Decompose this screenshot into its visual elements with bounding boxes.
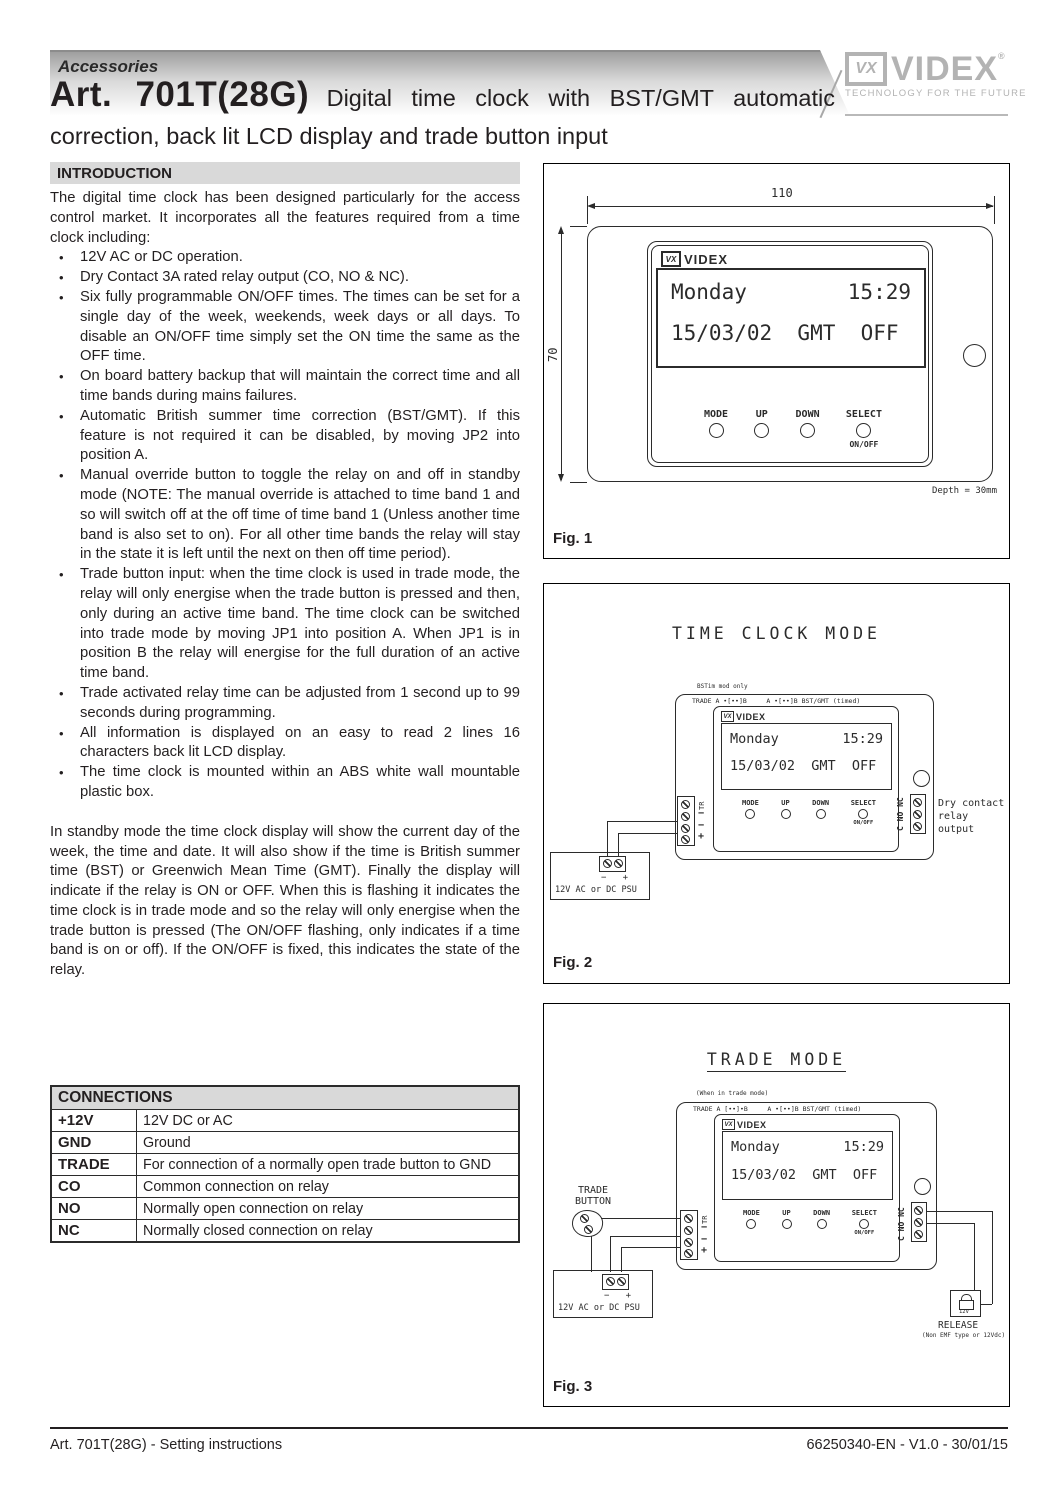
up-button-label: UP: [755, 409, 768, 420]
down-button: [813, 1209, 830, 1236]
article-number: Art. 701T(28G): [50, 75, 310, 114]
height-dimension-label: 70: [546, 347, 560, 362]
terminal-screw: [913, 810, 922, 819]
figure-3-label: Fig. 3: [553, 1378, 593, 1395]
release-box: [950, 1290, 981, 1317]
lcd-date-status: 15/03/02 GMT OFF: [730, 758, 877, 774]
psu-label: 12V AC or DC PSU: [555, 885, 637, 895]
select-button-label: SELECT: [851, 1209, 877, 1217]
table-row: [51, 1110, 519, 1132]
table-row: [51, 1154, 519, 1176]
videx-vx-icon: VX: [722, 1119, 735, 1130]
lcd-time: 15:29: [847, 280, 911, 304]
release-label: RELEASE: [938, 1320, 979, 1331]
relay-terminal-labels: C NO NC: [896, 797, 905, 831]
table-row: [51, 1132, 519, 1154]
mode-button-hole: [745, 809, 755, 819]
figure-2-title: TIME CLOCK MODE: [671, 624, 881, 643]
terminal-screw: [681, 800, 690, 809]
videx-logo: [845, 50, 1027, 116]
videx-vx-icon: VX: [721, 711, 734, 722]
device-brand-text: VIDEX: [737, 1119, 767, 1130]
terminal-name: NC: [51, 1220, 137, 1243]
down-button-hole: [800, 423, 815, 438]
page-title: [50, 75, 835, 157]
connections-heading: CONNECTIONS: [51, 1086, 519, 1110]
mode-button-hole: [709, 423, 724, 438]
mode-button: [704, 409, 728, 449]
up-button-label: UP: [782, 1209, 791, 1217]
terminal-screw: [684, 1226, 693, 1235]
select-button: [852, 1209, 877, 1236]
figure-2-time-clock-mode: [543, 583, 1010, 984]
terminal-name: +12V: [51, 1110, 137, 1132]
select-button-label: SELECT: [850, 799, 876, 807]
figure-3-title: [544, 1050, 1009, 1069]
dimension-arrow-left: [587, 203, 595, 209]
override-button-hole: [913, 770, 930, 787]
select-button: [851, 799, 876, 826]
lcd-display: [722, 1131, 893, 1200]
lcd-display: [656, 268, 926, 368]
relay-terminal-labels: C NO NC: [897, 1207, 906, 1241]
introduction-heading: INTRODUCTION: [50, 162, 520, 184]
terminal-description: Ground: [137, 1132, 520, 1154]
terminal-label: −: [701, 1234, 708, 1245]
terminal-description: Common connection on relay: [137, 1176, 520, 1198]
videx-vx-icon: VX: [661, 251, 681, 267]
terminal-screw: [684, 1214, 693, 1223]
select-button-hole: [856, 423, 871, 438]
feature-bullet-list: [50, 248, 520, 802]
list-item: • On board battery backup that will maintain the correct time and all time bands during mains failures.: [50, 367, 520, 407]
terminal-label: +: [701, 1245, 708, 1256]
psu-label: 12V AC or DC PSU: [558, 1303, 640, 1313]
footer-left-text: Art. 701T(28G) - Setting instructions: [50, 1437, 283, 1453]
list-item: • Dry Contact 3A rated relay output (CO, NO & NC).: [50, 268, 520, 288]
table-row: [51, 1176, 519, 1198]
on-off-sublabel: ON/OFF: [854, 1230, 875, 1236]
trade-button-screw: [584, 1225, 593, 1234]
footer-right-text: 66250340-EN - V1.0 - 30/01/15: [806, 1437, 1008, 1453]
figure-2-label: Fig. 2: [553, 954, 593, 971]
intro-lead-paragraph: The digital time clock has been designed particularly for the access control market. It incorporates all the features required from a time clock including:: [50, 190, 520, 246]
relay-note-line2: relay output: [938, 811, 975, 835]
device-brand-text: VIDEX: [736, 711, 766, 722]
down-button-label: DOWN: [812, 799, 830, 807]
videx-logo-text: VIDEX: [891, 50, 999, 88]
up-button-hole: [781, 809, 791, 819]
terminal-screw: [914, 1230, 923, 1239]
list-item: • Manual override button to toggle the relay on and off in standby mode (NOTE: The manual override is attached to time band 1 and so will switch off at the off time of time band 1 (Unless another time band is also set to on). For all other time bands the relay will stay in the state it is left until the next on then off time period).: [50, 466, 520, 565]
introduction-section: [50, 162, 520, 996]
terminal-label: +: [698, 831, 705, 842]
terminal-label: −: [698, 820, 705, 831]
trade-button-label-line2: BUTTON: [574, 1196, 612, 1207]
down-button-hole: [817, 1219, 827, 1229]
dimension-arrow-right: [986, 203, 994, 209]
terminal-label: TR: [701, 1215, 709, 1224]
override-button-hole: [963, 344, 986, 367]
lcd-date-status: 15/03/02 GMT OFF: [671, 321, 899, 345]
on-off-sublabel: ON/OFF: [853, 820, 874, 826]
jumper-settings-row: TRADE A [••]•B A •[••]B BST/GMT (timed): [693, 1105, 862, 1113]
figure-3-title-text: TRADE MODE: [707, 1050, 846, 1072]
accessories-eyebrow: Accessories: [58, 57, 159, 76]
device-brand: [661, 251, 728, 267]
mode-button-label: MODE: [704, 409, 729, 420]
trade-button-label-line1: TRADE: [577, 1185, 609, 1196]
relay-note-line1: Dry contact: [938, 798, 1005, 809]
release-voltage: 12V: [959, 1309, 969, 1315]
trade-button-symbol: [570, 1208, 604, 1239]
down-button-label: DOWN: [795, 409, 820, 420]
up-button: [754, 409, 769, 449]
terminal-name: NO: [51, 1198, 137, 1220]
device-brand-text: VIDEX: [684, 251, 729, 267]
lcd-date-status: 15/03/02 GMT OFF: [731, 1167, 878, 1183]
videx-tagline: TECHNOLOGY FOR THE FUTURE: [845, 88, 1027, 99]
table-row: [51, 1198, 519, 1220]
videx-vx-icon: VX: [845, 52, 887, 86]
lcd-display: [721, 723, 892, 790]
footer-rule: [50, 1427, 1008, 1429]
videx-logo-name: [891, 52, 1006, 86]
up-button-hole: [754, 423, 769, 438]
terminal-description: For connection of a normally open trade button to GND: [137, 1154, 520, 1176]
article-description: Digital time clock with BST/GMT automatic correction, back lit LCD display and trade button input: [50, 85, 835, 149]
terminal-screw: [914, 1206, 923, 1215]
figure-1-device-drawing: [543, 163, 1010, 559]
select-button: [846, 409, 882, 449]
terminal-description: Normally open connection on relay: [137, 1198, 520, 1220]
button-row: [704, 409, 882, 449]
select-button-hole: [859, 1219, 869, 1229]
terminal-label: −: [698, 808, 705, 819]
list-item: • Trade activated relay time can be adjusted from 1 second up to 99 seconds during programming.: [50, 684, 520, 724]
width-dimension-label: 110: [771, 186, 793, 200]
terminal-label: −: [701, 1222, 708, 1233]
terminal-screw: [914, 1218, 923, 1227]
terminal-screw: [684, 1238, 693, 1247]
list-item: • Six fully programmable ON/OFF times. The times can be set for a single day of the week, weekends, week days or all days. To disable an ON/OFF time simply set the ON time the same as the OFF time.: [50, 288, 520, 367]
list-item: • Automatic British summer time correction (BST/GMT). If this feature is not required it can be disabled, by moving JP2 into position A.: [50, 407, 520, 466]
dimension-arrow-up: [558, 226, 564, 234]
terminal-name: TRADE: [51, 1154, 137, 1176]
mode-button-hole: [746, 1219, 756, 1229]
down-button: [796, 409, 820, 449]
psu-polarity: − +: [601, 873, 629, 883]
psu-screw: [614, 859, 623, 868]
psu-screw: [617, 1277, 626, 1286]
psu-screw: [606, 1277, 615, 1286]
mode-button-label: MODE: [742, 799, 759, 807]
table-row: [51, 1220, 519, 1243]
up-button: [781, 799, 791, 826]
select-button-label: SELECT: [845, 409, 882, 420]
connections-table: [50, 1085, 520, 1243]
terminal-screw: [913, 822, 922, 831]
trade-button-callout: [564, 1185, 622, 1207]
device-brand: [721, 711, 766, 722]
down-button-hole: [816, 809, 826, 819]
terminal-screw: [913, 798, 922, 807]
up-button-label: UP: [781, 799, 790, 807]
release-note: (Non EMF type or 12Vdc): [922, 1332, 1006, 1339]
list-item: • Trade button input: when the time clock is used in trade mode, the relay will only energise when the trade button is pressed and then, only during an active time band. The time clock can be switched into trade mode by moving JP1 into position A. When JP1 is in position B the relay will energise for the full duration of an active time band.: [50, 565, 520, 684]
trade-button-screw: [580, 1214, 589, 1223]
button-row: [743, 1209, 877, 1236]
down-button: [812, 799, 829, 826]
list-item: • 12V AC or DC operation.: [50, 248, 520, 268]
device-brand: [722, 1119, 767, 1130]
override-button-hole: [914, 1178, 931, 1195]
down-button-label: DOWN: [813, 1209, 831, 1217]
lcd-day: Monday: [671, 280, 747, 304]
dimension-arrow-down: [558, 474, 564, 482]
button-row: [742, 799, 876, 826]
terminal-name: CO: [51, 1176, 137, 1198]
terminal-name: GND: [51, 1132, 137, 1154]
up-button-hole: [782, 1219, 792, 1229]
figure-3-trade-mode: [543, 1003, 1010, 1407]
on-off-sublabel: ON/OFF: [849, 440, 879, 449]
terminal-label: TR: [698, 801, 706, 810]
lcd-day: Monday: [730, 731, 779, 747]
psu-screw: [603, 859, 612, 868]
lcd-day: Monday: [731, 1139, 780, 1155]
list-item: • The time clock is mounted within an ABS white wall mountable plastic box.: [50, 763, 520, 803]
registered-mark: ®: [998, 51, 1006, 61]
figure-1-label: Fig. 1: [553, 530, 593, 547]
terminal-description: Normally closed connection on relay: [137, 1220, 520, 1243]
select-button-hole: [858, 809, 868, 819]
terminal-screw: [681, 835, 690, 844]
terminal-screw: [684, 1249, 693, 1258]
up-button: [782, 1209, 792, 1236]
relay-output-note: [938, 797, 1009, 836]
lcd-time: 15:29: [842, 731, 883, 747]
depth-note: Depth = 30mm: [931, 486, 997, 496]
terminal-screw: [681, 824, 690, 833]
mode-button: [743, 1209, 760, 1236]
psu-polarity: − +: [604, 1291, 632, 1301]
terminal-description: 12V DC or AC: [137, 1110, 520, 1132]
jumper-note: BSTim mod only: [697, 683, 748, 690]
mode-button: [742, 799, 759, 826]
jumper-note: (When in trade mode): [696, 1090, 769, 1097]
jumper-settings-row: TRADE A •[••]B A •[••]B BST/GMT (timed): [692, 697, 861, 705]
mode-button-label: MODE: [743, 1209, 760, 1217]
standby-mode-paragraph: In standby mode the time clock display will show the current day of the week, the time and date. It will also show if the time is British summer time (BST) or Greenwich Mean Time (GMT). Finally the display will indicate if the relay is ON or OFF. When this is flashing it indicates the time clock is in trade mode and so the relay will only energise when the trade button is pressed (The ON/OFF flashing, only indicates if a time band is on or off). If the ON/OFF is fixed, this indicates the state of the relay.: [50, 823, 520, 979]
lcd-time: 15:29: [843, 1139, 884, 1155]
terminal-screw: [681, 812, 690, 821]
list-item: • All information is displayed on an easy to read 2 lines 16 characters back lit LCD display.: [50, 724, 520, 764]
